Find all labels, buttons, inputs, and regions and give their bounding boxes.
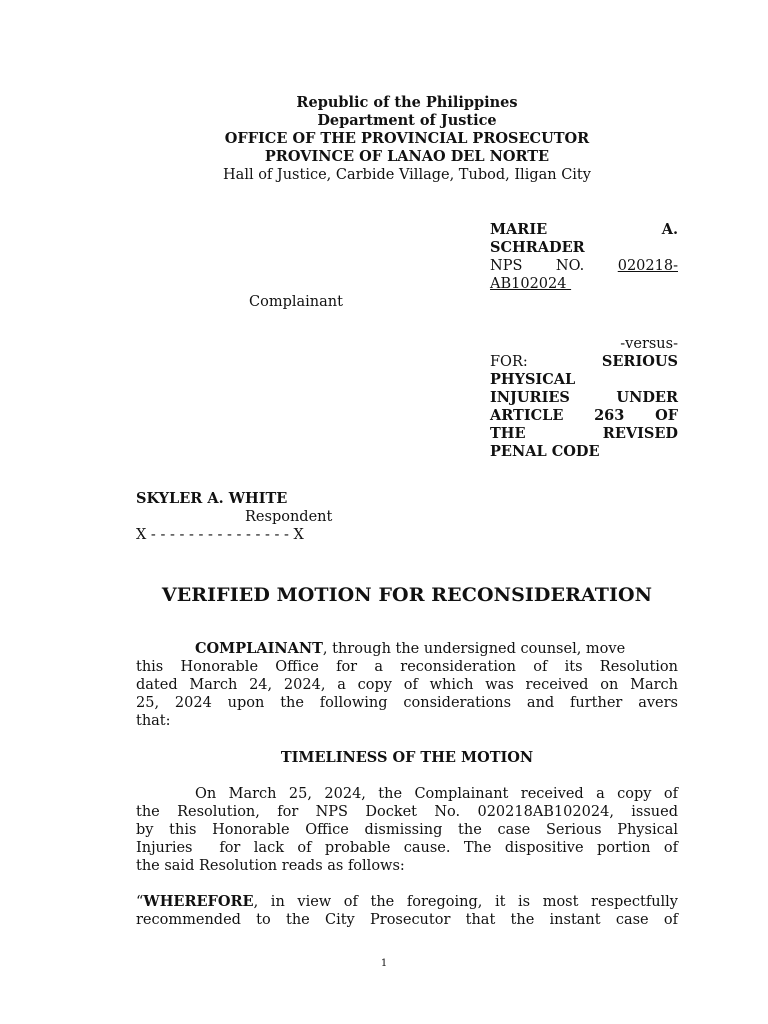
offense-line-1: SERIOUS [601, 353, 678, 370]
offense-line-5b: REVISED [602, 425, 678, 442]
offense-line-6: PENAL CODE [490, 443, 600, 460]
document-header [136, 94, 678, 184]
caption-separator: X - - - - - - - - - - - - - - - X [136, 527, 304, 543]
header-province: PROVINCE OF LANAO DEL NORTE [264, 148, 550, 165]
paragraph-quote-line-2: recommended to the City Prosecutor that the instant case of [136, 912, 678, 928]
nps-number [490, 257, 678, 293]
offense-for-label: FOR: [490, 354, 528, 370]
paragraph-intro-line-5: that: [136, 713, 171, 729]
section-heading-timeliness: TIMELINESS OF THE MOTION [280, 749, 534, 766]
paragraph-timeliness-line-5: the said Resolution reads as follows: [136, 858, 405, 874]
complainant-name-last: SCHRADER [490, 239, 585, 256]
nps-number-part-2: AB102024 [490, 276, 567, 292]
complainant-emphasis: COMPLAINANT [195, 640, 323, 657]
nps-label-1: NPS [490, 258, 523, 274]
complainant-label: Complainant [249, 294, 343, 310]
paragraph-dispositive-quote [136, 893, 678, 929]
paragraph-timeliness-line-3: by this Honorable Office dismissing the case Serious Physical [136, 822, 678, 838]
paragraph-timeliness-line-1: On March 25, 2024, the Complainant received a copy of [195, 786, 678, 802]
header-republic: Republic of the Philippines [296, 94, 518, 111]
paragraph-intro-line-2: this Honorable Office for a reconsideration of its Resolution [136, 659, 678, 675]
versus-label: -versus- [620, 336, 678, 352]
wherefore-emphasis: WHEREFORE [143, 893, 254, 910]
offense-line-5a: THE [490, 425, 526, 442]
offense-line-4a: ARTICLE [490, 407, 564, 424]
header-department: Department of Justice [317, 112, 497, 129]
paragraph-timeliness [136, 785, 678, 875]
nps-label-2: NO. [555, 258, 585, 274]
offense-line-2: PHYSICAL [490, 371, 576, 388]
header-address: Hall of Justice, Carbide Village, Tubod, Iligan City [223, 167, 591, 183]
paragraph-intro-line-4: 25, 2024 upon the following considerations and further avers [136, 695, 678, 711]
paragraph-intro-line-1: , through the undersigned counsel, move [322, 641, 626, 657]
paragraph-quote-line-1: , in view of the foregoing, it is most respectfully [253, 894, 678, 910]
paragraph-timeliness-line-2: the Resolution, for NPS Docket No. 020218AB102024, issued [136, 804, 678, 820]
offense-line-3a: INJURIES [490, 389, 570, 406]
complainant-name-first: MARIE [490, 221, 548, 238]
opening-quote-mark: “ [136, 894, 144, 910]
document-title: VERIFIED MOTION FOR RECONSIDERATION [161, 584, 653, 606]
respondent-name: SKYLER A. WHITE [136, 490, 288, 507]
offense-charged [490, 353, 678, 461]
complainant-name-initial: A. [661, 221, 678, 238]
respondent-label: Respondent [245, 509, 333, 525]
paragraph-intro [136, 640, 678, 730]
offense-line-4b: 263 [594, 407, 625, 424]
offense-line-4c: OF [655, 407, 678, 424]
paragraph-timeliness-line-4: Injuries for lack of probable cause. The dispositive portion of [136, 840, 678, 856]
page-number: 1 [380, 958, 388, 969]
complainant-name [490, 221, 678, 257]
nps-number-part-1: 020218- [617, 258, 678, 274]
offense-line-3b: UNDER [616, 389, 678, 406]
paragraph-intro-line-3: dated March 24, 2024, a copy of which was received on March [136, 677, 678, 693]
header-office: OFFICE OF THE PROVINCIAL PROSECUTOR [224, 130, 590, 147]
